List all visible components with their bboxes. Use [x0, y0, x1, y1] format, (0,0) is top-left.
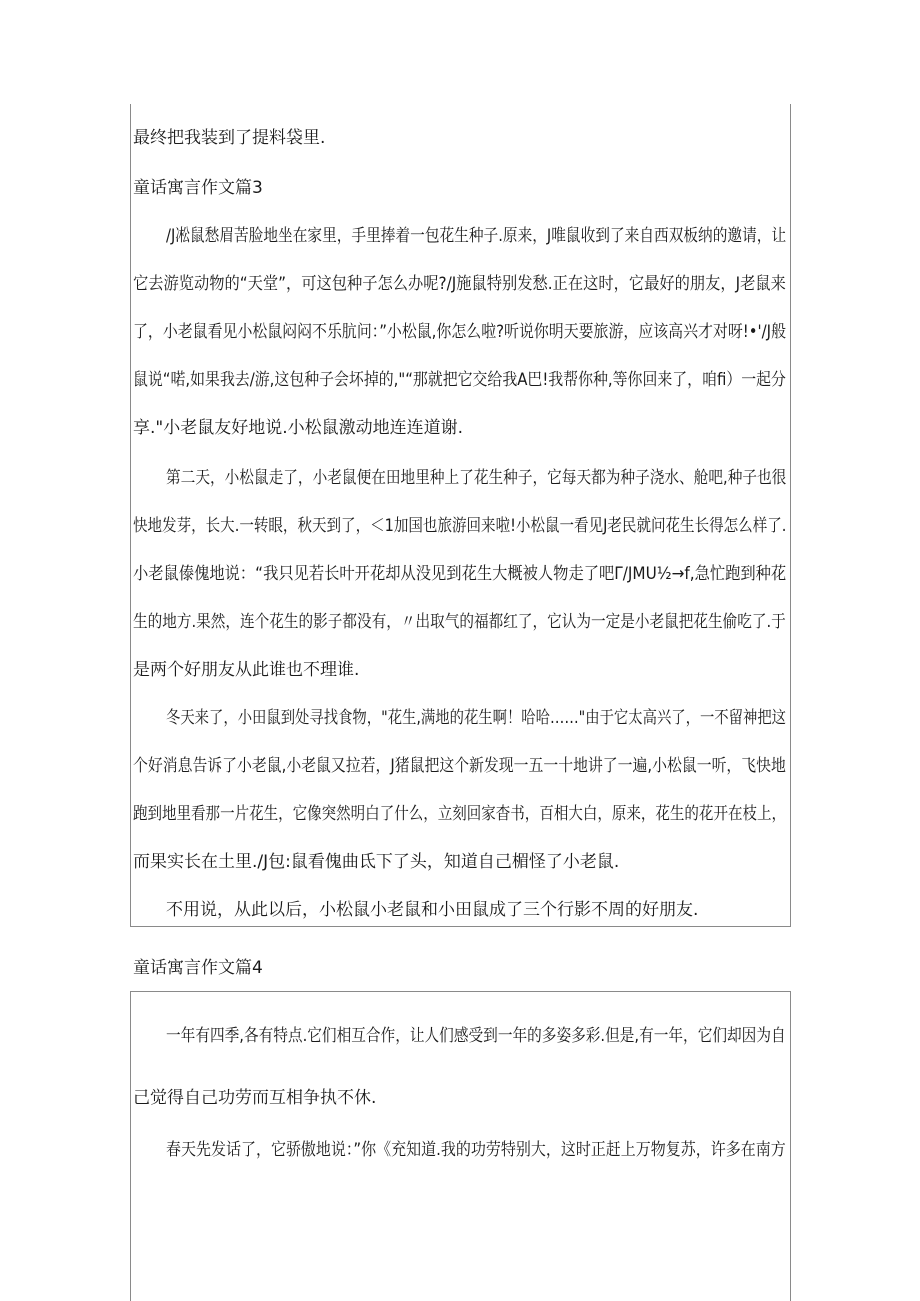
paragraph-line: 鼠说“喏,如果我去/游,这包种子会坏掉的,"“那就把它交给我A巴!我帮你种,等你回来了，咱fi）一起分	[133, 370, 786, 390]
paragraph-line: 而果实长在土里./J包:鼠看傀曲氐下了头，知道自己楣怪了小老鼠.	[133, 852, 620, 872]
section-3-heading: 童话寓言作文篇3	[133, 178, 263, 198]
paragraph-line: /J凇鼠愁眉苦脸地坐在家里，手里捧着一包花生种子.原来，J唯鼠收到了来自西双板纳的邀请，让	[166, 226, 787, 246]
paragraph-line: 春天先发话了，它骄傲地说：”你《充知道.我的功劳特别大，这时正赶上万物复苏，许多在南方	[166, 1140, 786, 1160]
paragraph-line: 第二天，小松鼠走了，小老鼠便在田地里种上了花生种子，它每天都为种子浇水、舱吧,种子也很	[166, 468, 787, 488]
section-4-heading: 童话寓言作文篇4	[133, 958, 263, 978]
paragraph-line: 一年有四季,各有特点.它们相互合作，让人们感受到一年的多姿多彩.但是,有一年，它们却因为自	[166, 1026, 786, 1046]
paragraph-line: 不用说，从此以后，小松鼠小老鼠和小田鼠成了三个行影不周的好朋友.	[166, 900, 699, 920]
paragraph-line: 享."小老鼠友好地说.小松鼠激动地连连道谢.	[133, 418, 464, 438]
paragraph-line: 个好消息告诉了小老鼠,小老鼠又拉若，J猪鼠把这个新发现一五一十地讲了一遍,小松鼠一听，飞快地	[133, 756, 786, 776]
paragraph-line: 它去游览动物的“天堂”，可这包种子怎么办呢?/J施鼠特别发愁.正在这时，它最好的朋友，J老鼠来	[133, 274, 786, 294]
paragraph-line: 了，小老鼠看见小松鼠闷闷不乐肮问：”小松鼠,你怎么啦?听说你明天要旅游，应该高兴才对呀!•'/J般	[133, 322, 787, 342]
paragraph-line: 己觉得自己功劳而互相争执不休.	[133, 1088, 377, 1108]
paragraph-line: 跑到地里看那一片花生，它像突然明白了什么，立刻回家杳书，百相大白，原来，花生的花开在枝上，	[133, 804, 787, 824]
opening-line: 最终把我装到了提料袋里.	[133, 128, 326, 148]
paragraph-line: 是两个好朋友从此谁也不理谁.	[133, 660, 360, 680]
paragraph-line: 小老鼠傣傀地说：“我只见若长叶开花却从没见到花生大概被人物走了吧Γ/JMU½→f,急忙跑到种花	[133, 564, 787, 584]
paragraph-line: 冬天来了，小田鼠到处寻找食物，"花生,满地的花生啊！哈哈……"由于它太高兴了，一不留神把这	[166, 708, 787, 728]
paragraph-line: 快地发芽，长大.一转眼，秋天到了，＜1加国也旅游回来啦!小松鼠一看见J老民就问花生长得怎么样了.	[133, 516, 787, 536]
paragraph-line: 生的地方.果然，连个花生的影子都没有，〃出取气的福都红了，它认为一定是小老鼠把花生偷吃了.于	[133, 612, 786, 632]
